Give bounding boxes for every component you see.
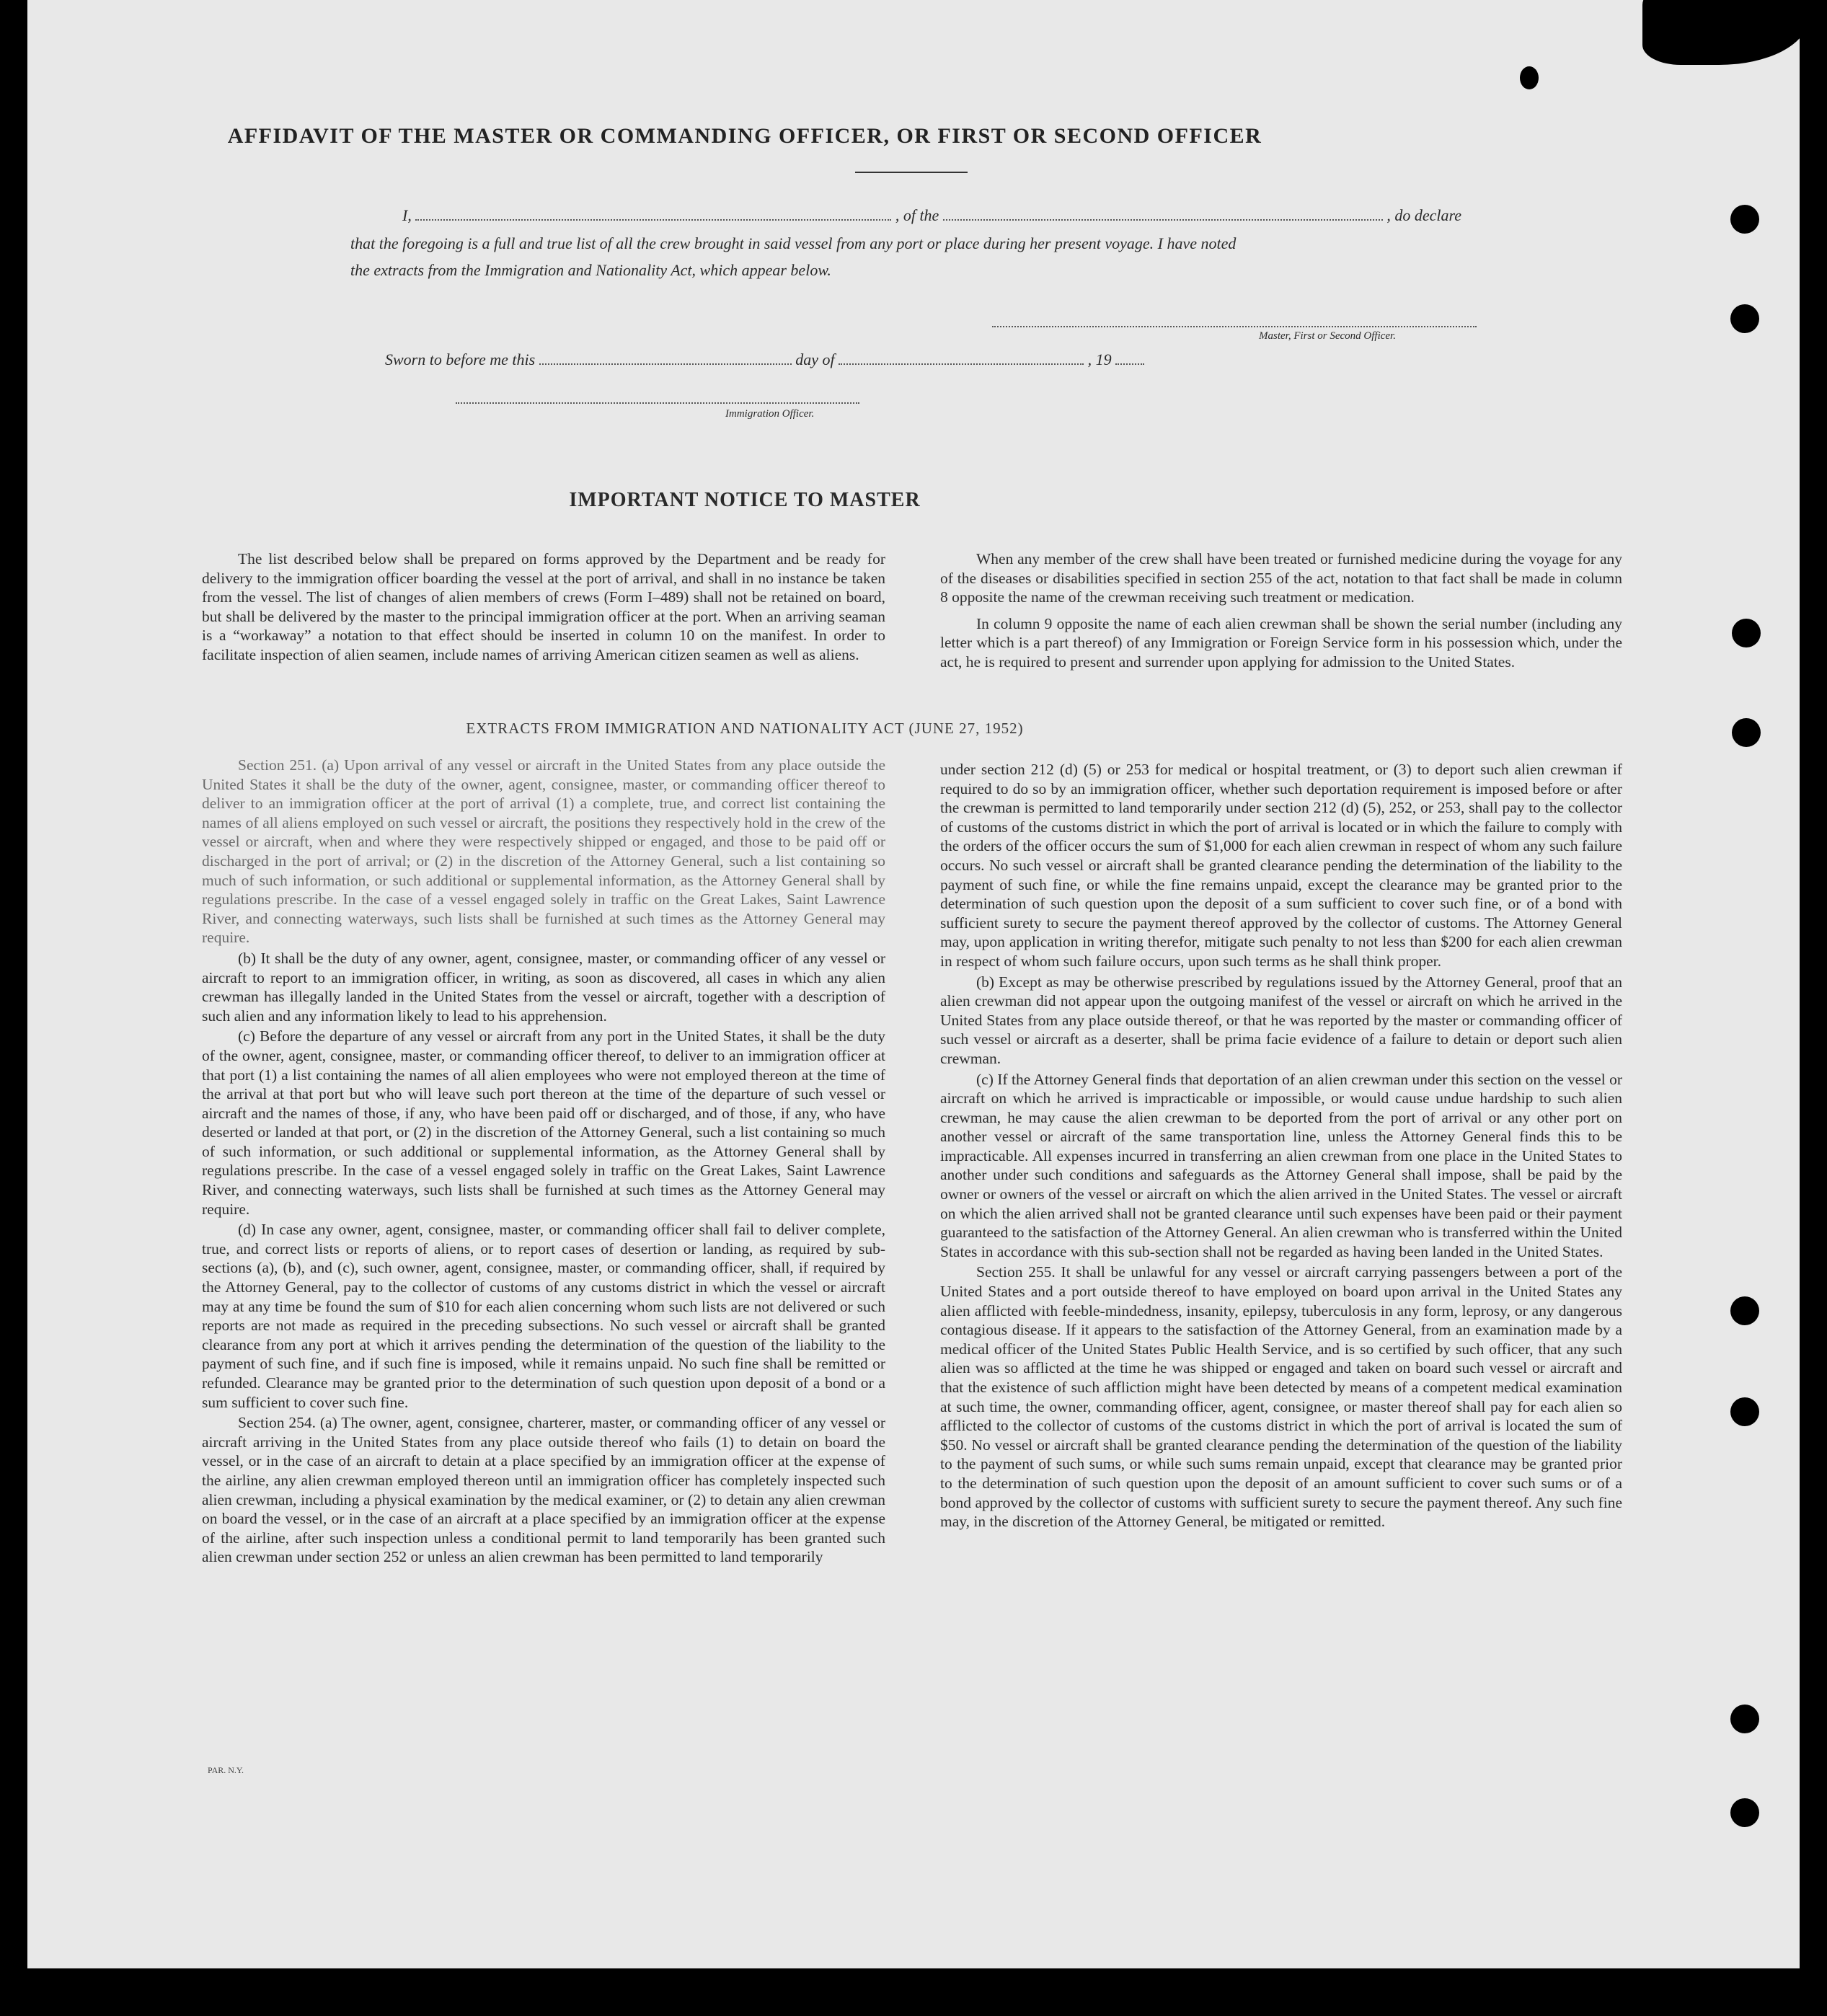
punch-hole <box>1730 1397 1759 1426</box>
sworn-label: Sworn to before me this <box>385 350 536 368</box>
officer-signature-caption: Immigration Officer. <box>725 408 815 420</box>
printer-mark: PAR. N.Y. <box>208 1765 244 1775</box>
officer-signature-line[interactable] <box>456 402 859 404</box>
notice-heading: IMPORTANT NOTICE TO MASTER <box>569 489 921 511</box>
punch-hole <box>1732 718 1761 747</box>
sworn-month-blank[interactable] <box>839 353 1084 365</box>
master-signature-caption: Master, First or Second Officer. <box>1259 330 1396 342</box>
extracts-left-column <box>202 756 885 1568</box>
declaration-line-1 <box>402 206 1461 225</box>
document-page <box>27 0 1800 1968</box>
section-254-b: (b) Except as may be otherwise prescribed by regulations issued by the Attorney General, proof that an alien crewman did not appear upon the outgoing manifest of the vessel or aircraft on which he arrived in the United States from any place outside thereof, or that he was reported by the master or commanding officer of such vessel or aircraft as a deserter, shall be prima facie evidence of a failure to detain or deport such alien crewman. <box>940 973 1622 1067</box>
section-251-d: (d) In case any owner, agent, consignee, master, or commanding officer shall fail to deliver complete, true, and correct lists or reports of aliens, or to report cases of desertion or landing, as required by sub-sections (a), (b), and (c), such owner, agent, consignee, master, or commanding officer, shall, if required by the Attorney General, pay to the collector of customs of any customs district in which the vessel or aircraft may at any time be found the sum of $10 for each alien concerning whom such lists are not delivered or such reports are not made as required in the preceding subsections. No such vessel or aircraft shall be granted clearance from any port at which it arrives pending the determination of the question of the liability to the payment of such fine, and if such fine is imposed, while it remains unpaid. No such fine shall be remitted or refunded. Clearance may be granted prior to the determination of such question upon deposit of a bond or a sum sufficient to cover such fine. <box>202 1221 885 1411</box>
punch-hole <box>1730 304 1759 333</box>
declaration-line-3: the extracts from the Immigration and Nationality Act, which appear below. <box>350 261 831 279</box>
notice-left-paragraph: The list described below shall be prepared on forms approved by the Department and be ready for delivery to the immigration officer boarding the vessel at the port of arrival, and shall in no instance be taken from the vessel. The list of changes of alien members of crews (Form I–489) shall not be retained on board, but shall be delivered by the master to the principal immigration officer at the port. When an arriving seaman is a “workaway” a notation to that effect should be inserted in column 10 on the manifest. In order to facilitate inspection of alien seamen, include names of arriving American citizen seamen as well as aliens. <box>202 550 885 663</box>
name-blank[interactable] <box>415 209 891 221</box>
punch-hole <box>1732 619 1761 647</box>
sworn-year-blank[interactable] <box>1115 353 1144 365</box>
section-251-c: (c) Before the departure of any vessel or aircraft from any port in the United States, it shall be the duty of the owner, agent, consignee, master, or commanding officer thereof, to deliver to an immigration officer at that port (1) a list containing the names of all alien employees who were not employed thereon at the time of the arrival at that port but who will leave such port thereon at the time of the departure of such vessel or aircraft and the names of those, if any, who have been paid off or discharged, and of those, if any, who have deserted or landed at that port, or (2) in the discretion of the Attorney General, such a list containing so much of such information, or such additional or supplemental information, as the Attorney General shall by regulations prescribe. In the case of a vessel engaged solely in traffic on the Great Lakes, Saint Lawrence River, and connecting waterways, such lists shall be furnished at such times as the Attorney General may require. <box>202 1027 885 1218</box>
punch-hole <box>1730 205 1759 234</box>
notice-right-column <box>940 549 1622 671</box>
do-declare-label: , do declare <box>1386 206 1461 224</box>
section-254-a-continued: under section 212 (d) (5) or 253 for medical or hospital treatment, or (3) to deport such alien crewman if required to do so by an immigration officer, whether such deportation requirement is imposed before or after the crewman is permitted to land temporarily under section 212 (d) (5), 252, or 253, shall pay to the collector of customs of the customs district in which the port of arrival is located or in which the failure to comply with the orders of the officer occurs the sum of $1,000 for each alien crewman in respect of whom any such failure occurs. No such vessel or aircraft shall be granted clearance pending the determination of the liability to the payment of such fine, or while the fine remains unpaid, except the clearance may be granted prior to the determination of such question upon the deposit of a sum sufficient to cover such fine, or of a bond with sufficient surety to secure the payment thereof approved by the collector of customs. The Attorney General may, upon application in writing therefor, mitigate such penalty to not less than $200 for each alien crewman in respect of whom such failure occurs, upon such terms as he shall think proper. <box>940 761 1622 970</box>
section-251-a: Section 251. (a) Upon arrival of any vessel or aircraft in the United States from any place outside the United States it shall be the duty of the owner, agent, consignee, master, or commanding officer thereof to deliver to an immigration officer at the port of arrival (1) a complete, true, and correct list containing the names of all aliens employed on such vessel or aircraft, the positions they respectively hold in the crew of the vessel or aircraft, when and where they were respectively shipped or engaged, and those to be paid off or discharged in the port of arrival; or (2) in the discretion of the Attorney General, such a list containing so much of such information, or such additional or supplemental information, as the Attorney General shall by regulations prescribe. In the case of a vessel engaged solely in traffic on the Great Lakes, Saint Lawrence River, and connecting waterways, such lists shall be furnished at such times as the Attorney General may require. <box>202 756 885 947</box>
notice-right-paragraph-1: When any member of the crew shall have been treated or furnished medicine during the voyage for any of the diseases or disabilities specified in section 255 of the act, notation to that fact shall be made in column 8 opposite the name of the crewman receiving such treatment or medication. <box>940 550 1622 606</box>
notice-left-column <box>202 549 885 664</box>
declare-i-label: I, <box>402 206 412 224</box>
title-underline <box>855 172 968 173</box>
notice-right-paragraph-2: In column 9 opposite the name of each alien crewman shall be shown the serial number (including any letter which is a part thereof) of any Immigration or Foreign Service form in his possession which, under the act, he is required to present and surrender upon applying for admission to the United States. <box>940 614 1622 671</box>
section-251-b: (b) It shall be the duty of any owner, agent, consignee, master, or commanding officer of any vessel or aircraft to report to an immigration officer, in writing, as soon as discovered, all cases in which any alien crewman has illegally landed in the United States from the vessel or aircraft, together with a description of such alien and any information likely to lead to his apprehension. <box>202 949 885 1025</box>
ink-blot <box>1642 0 1800 65</box>
day-of-label: day of <box>795 350 835 368</box>
year-label: , 19 <box>1087 350 1112 368</box>
punch-hole <box>1730 1705 1759 1733</box>
sworn-line <box>385 350 1144 369</box>
master-signature-line[interactable] <box>992 326 1477 327</box>
section-254-c: (c) If the Attorney General finds that deportation of an alien crewman under this section on the vessel or aircraft on which he arrived is impracticable or impossible, or would cause undue hardship to such alien crewman, he may cause the alien crewman to be deported from the port of arrival or any other port on another vessel or aircraft of the same transportation line, unless the Attorney General finds this to be impracticable. All expenses incurred in transferring an alien crewman from one place in the United States to another under such conditions and safeguards as the Attorney General shall impose, shall be paid by the owner or owners of the vessel or aircraft on which the alien arrived in the United States. The vessel or aircraft on which the alien arrived shall not be granted clearance until such expenses have been paid or their payment guaranteed to the satisfaction of the Attorney General. An alien crewman who is transferred within the United States in accordance with this sub-section shall not be regarded as having been landed in the United States. <box>940 1070 1622 1260</box>
section-255: Section 255. It shall be unlawful for any vessel or aircraft carrying passengers between a port of the United States and a port outside thereof to have employed on board upon arrival in the United States any alien afflicted with feeble-mindedness, insanity, epilepsy, tuberculosis in any form, leprosy, or any dangerous contagious disease. If it appears to the satisfaction of the Attorney General, from an examination made by a medical officer of the United States Public Health Service, and is so certified by such officer, that any such alien was so afflicted at the time he was shipped or engaged and taken on board such vessel or aircraft and that the existence of such affliction might have been detected by means of a competent medical examination at such time, the owner, commanding officer, agent, consignee, or master thereof shall pay for each alien so afflicted to the collector of customs of the customs district in which the port of arrival is located the sum of $50. No vessel or aircraft shall be granted clearance pending the determination of the question of the liability to the payment of such sums, or while such sums remain unpaid, except that clearance may be granted prior to the determination of such question upon the deposit of an amount sufficient to cover such sums or of a bond approved by the collector of customs with sufficient surety to secure the payment thereof. Any such fine may, in the discretion of the Attorney General, be mitigated or remitted. <box>940 1263 1622 1531</box>
extracts-heading: EXTRACTS FROM IMMIGRATION AND NATIONALITY ACT (JUNE 27, 1952) <box>466 720 1024 737</box>
declaration-line-2: that the foregoing is a full and true list of all the crew brought in said vessel from any port or place during her present voyage. I have noted <box>350 234 1237 252</box>
vessel-blank[interactable] <box>943 209 1383 221</box>
affidavit-title: AFFIDAVIT OF THE MASTER OR COMMANDING OFFICER, OR FIRST OR SECOND OFFICER <box>227 124 1262 148</box>
punch-hole <box>1730 1296 1759 1325</box>
punch-hole <box>1730 1798 1759 1827</box>
section-254-a: Section 254. (a) The owner, agent, consignee, charterer, master, or commanding officer of any vessel or aircraft arriving in the United States from any place outside thereof who fails (1) to detain on board the vessel, or in the case of an aircraft to detain at a place specified by an immigration officer at the expense of the airline, any alien crewman employed thereon until an immigration officer has completely inspected such alien crewman, including a physical examination by the medical examiner, or (2) to detain any alien crewman on board the vessel, or in the case of an aircraft at a place specified by an immigration officer at the expense of the airline, after such inspection unless a conditional permit to land temporarily has been granted such alien crewman under section 252 or unless an alien crewman has been permitted to land temporarily <box>202 1414 885 1566</box>
sworn-day-blank[interactable] <box>539 353 792 365</box>
ink-spot <box>1520 66 1539 89</box>
extracts-right-column <box>940 760 1622 1533</box>
of-the-label: , of the <box>895 206 939 224</box>
